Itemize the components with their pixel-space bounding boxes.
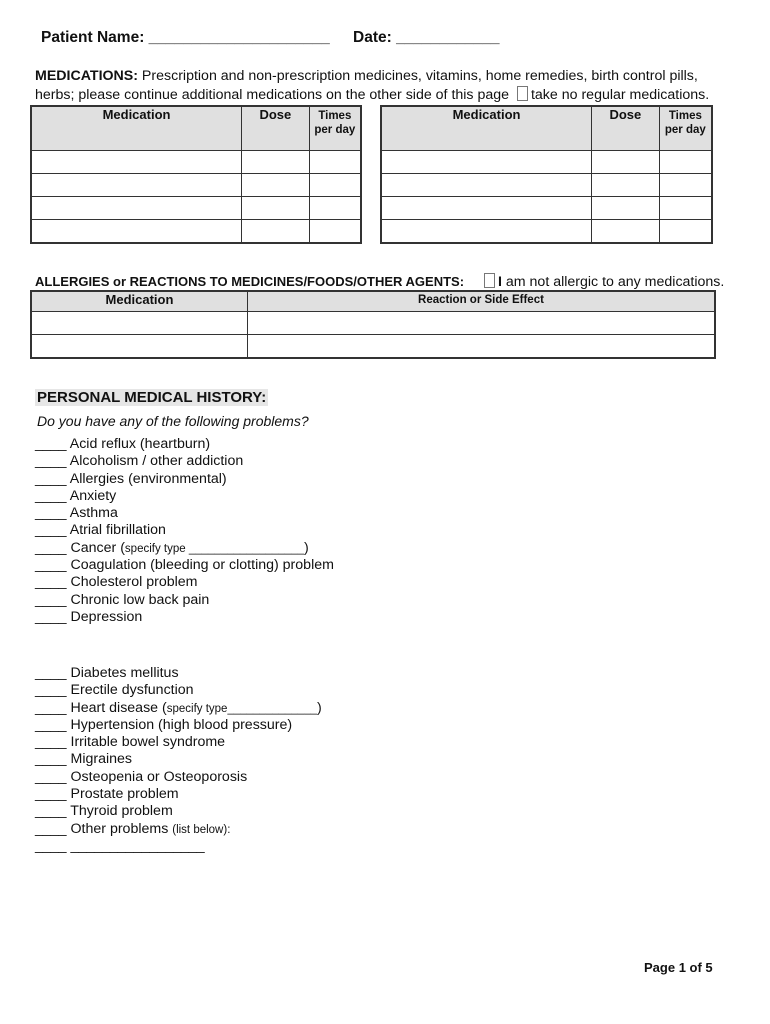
condition-note: (list below): <box>172 823 231 836</box>
times-cell[interactable] <box>309 196 361 219</box>
medications-intro-text: Prescription and non-prescription medicines, vitamins, home remedies, birth control pills, herbs; please continue additional medications on the other side of this page <box>35 68 698 103</box>
condition-label: Prostate problem <box>70 786 179 803</box>
times-cell[interactable] <box>659 219 712 243</box>
condition-label: Cancer ( <box>70 539 125 556</box>
condition-item[interactable] <box>35 522 334 539</box>
no-allergies-checkbox[interactable] <box>484 273 495 288</box>
condition-item[interactable] <box>35 471 334 488</box>
condition-blank[interactable]: ____ <box>35 699 71 716</box>
condition-item[interactable] <box>35 505 334 522</box>
condition-item[interactable] <box>35 488 334 505</box>
times-cell[interactable] <box>659 196 712 219</box>
condition-item[interactable] <box>35 717 322 734</box>
condition-blank[interactable]: ____ <box>35 786 71 803</box>
condition-item[interactable] <box>35 453 334 470</box>
table-row <box>31 219 361 243</box>
column-header-times-per-day: Times per day <box>659 106 712 150</box>
condition-blank[interactable]: ____ <box>35 803 71 820</box>
condition-blank[interactable]: ____ <box>35 470 70 487</box>
medication-table-right <box>380 105 713 244</box>
condition-label: Erectile dysfunction <box>70 682 194 699</box>
condition-item[interactable] <box>35 665 322 682</box>
column-header-times-per-day: Times per day <box>309 106 361 150</box>
allergy-medication-cell[interactable] <box>31 311 247 334</box>
condition-label: Heart disease ( <box>70 699 167 716</box>
date-field[interactable]: Date: ____________ <box>353 29 500 46</box>
condition-list-1 <box>35 436 334 626</box>
dose-cell[interactable] <box>242 173 310 196</box>
condition-label: Thyroid problem <box>70 803 173 820</box>
condition-item[interactable] <box>35 769 322 786</box>
dose-cell[interactable] <box>592 173 660 196</box>
condition-label: Alcoholism / other addiction <box>69 453 244 470</box>
condition-note: specify type __________________ <box>124 542 304 555</box>
column-header-dose: Dose <box>592 106 660 150</box>
table-row <box>31 173 361 196</box>
condition-label: Allergies (environmental) <box>69 470 227 487</box>
condition-label: _________________ <box>70 837 205 854</box>
page-label: Page <box>644 960 679 975</box>
condition-label: Migraines <box>70 751 133 768</box>
condition-list-2 <box>35 665 322 855</box>
condition-blank[interactable]: ____ <box>35 716 71 733</box>
condition-item[interactable] <box>35 682 322 699</box>
history-title: PERSONAL MEDICAL HISTORY: <box>37 389 267 406</box>
condition-label: Chronic low back pain <box>70 591 210 608</box>
condition-blank[interactable]: ____ <box>35 837 71 854</box>
condition-item[interactable] <box>35 803 322 820</box>
condition-label: Other problems <box>70 820 173 837</box>
condition-label: Asthma <box>69 505 118 522</box>
condition-blank[interactable]: ____ <box>35 734 71 751</box>
medication-cell[interactable] <box>381 219 592 243</box>
page-of: 1 of 5 <box>678 960 713 975</box>
medication-cell[interactable] <box>31 219 242 243</box>
condition-item[interactable] <box>35 540 334 557</box>
times-cell[interactable] <box>309 219 361 243</box>
condition-close: ) <box>303 539 309 556</box>
condition-close: ) <box>316 699 322 716</box>
allergies-table <box>30 290 716 359</box>
dose-cell[interactable] <box>592 196 660 219</box>
column-header-dose: Dose <box>242 106 310 150</box>
condition-item[interactable] <box>35 751 322 768</box>
condition-item[interactable] <box>35 838 322 855</box>
condition-label: Atrial fibrillation <box>69 522 166 539</box>
history-question: Do you have any of the following problems? <box>37 413 309 429</box>
dose-cell[interactable] <box>242 196 310 219</box>
condition-blank[interactable]: ____ <box>35 608 71 625</box>
page-number <box>644 960 713 975</box>
condition-blank[interactable]: ____ <box>35 751 71 768</box>
column-header-medication: Medication <box>31 106 242 150</box>
dose-cell[interactable] <box>242 219 310 243</box>
condition-blank[interactable]: ____ <box>35 539 71 556</box>
no-allergies-text: am not allergic to any medications. <box>501 274 725 290</box>
no-allergies-prefix: I <box>498 274 502 290</box>
no-medications-text: take no regular medications. <box>530 87 710 103</box>
column-header-medication: Medication <box>31 291 247 311</box>
medication-cell[interactable] <box>31 173 242 196</box>
condition-label: Cholesterol problem <box>70 574 198 591</box>
condition-item[interactable] <box>35 557 334 574</box>
times-cell[interactable] <box>659 150 712 173</box>
times-cell[interactable] <box>309 173 361 196</box>
medication-cell[interactable] <box>381 173 592 196</box>
condition-item[interactable] <box>35 700 322 717</box>
condition-blank[interactable]: ____ <box>35 768 71 785</box>
condition-blank[interactable]: ____ <box>35 682 71 699</box>
table-row <box>31 150 361 173</box>
no-allergies-option <box>484 273 724 290</box>
reaction-cell[interactable] <box>247 311 715 334</box>
table-row <box>381 150 712 173</box>
condition-label: Diabetes mellitus <box>70 665 179 681</box>
times-cell[interactable] <box>309 150 361 173</box>
dose-cell[interactable] <box>592 150 660 173</box>
condition-blank[interactable]: ____ <box>35 665 71 681</box>
condition-item[interactable] <box>35 574 334 591</box>
condition-label: Coagulation (bleeding or clotting) problem <box>70 557 334 574</box>
table-row <box>381 219 712 243</box>
condition-item[interactable] <box>35 786 322 803</box>
condition-item[interactable] <box>35 592 334 609</box>
condition-label: Irritable bowel syndrome <box>70 734 226 751</box>
condition-blank[interactable]: ____ <box>35 591 71 608</box>
medication-cell[interactable] <box>31 150 242 173</box>
condition-item[interactable] <box>35 436 334 453</box>
condition-label: Acid reflux (heartburn) <box>69 436 211 452</box>
times-cell[interactable] <box>659 173 712 196</box>
condition-item[interactable] <box>35 821 322 838</box>
condition-blank[interactable]: ____ <box>35 453 70 470</box>
allergy-medication-cell[interactable] <box>31 334 247 358</box>
condition-label: Hypertension (high blood pressure) <box>70 716 293 733</box>
no-medications-checkbox[interactable] <box>517 86 528 101</box>
condition-item[interactable] <box>35 609 334 626</box>
reaction-cell[interactable] <box>247 334 715 358</box>
condition-item[interactable] <box>35 734 322 751</box>
medications-intro <box>35 67 735 105</box>
medication-cell[interactable] <box>31 196 242 219</box>
condition-blank[interactable]: ____ <box>35 557 71 574</box>
condition-label: Osteopenia or Osteoporosis <box>70 768 248 785</box>
condition-blank[interactable]: ____ <box>35 487 70 504</box>
allergies-heading: ALLERGIES or REACTIONS TO MEDICINES/FOODS/OTHER AGENTS: <box>35 274 465 289</box>
column-header-medication: Medication <box>381 106 592 150</box>
condition-blank[interactable]: ____ <box>35 574 71 591</box>
condition-blank[interactable]: ____ <box>35 820 71 837</box>
medication-cell[interactable] <box>381 150 592 173</box>
table-row <box>31 334 715 358</box>
condition-label: Anxiety <box>69 487 117 504</box>
column-header-reaction: Reaction or Side Effect <box>247 291 715 311</box>
dose-cell[interactable] <box>592 219 660 243</box>
medication-cell[interactable] <box>381 196 592 219</box>
table-row <box>381 173 712 196</box>
dose-cell[interactable] <box>242 150 310 173</box>
condition-blank[interactable]: ____ <box>35 522 70 539</box>
patient-name-field[interactable]: Patient Name: _____________________ <box>41 29 330 46</box>
table-row <box>381 196 712 219</box>
condition-label: Depression <box>70 608 143 625</box>
medications-heading: MEDICATIONS: <box>35 68 138 84</box>
medication-table-left <box>30 105 362 244</box>
condition-blank[interactable]: ____ <box>35 436 70 452</box>
table-row <box>31 196 361 219</box>
condition-blank[interactable]: ____ <box>35 505 70 522</box>
condition-note: specify type______________ <box>166 702 317 715</box>
table-row <box>31 311 715 334</box>
